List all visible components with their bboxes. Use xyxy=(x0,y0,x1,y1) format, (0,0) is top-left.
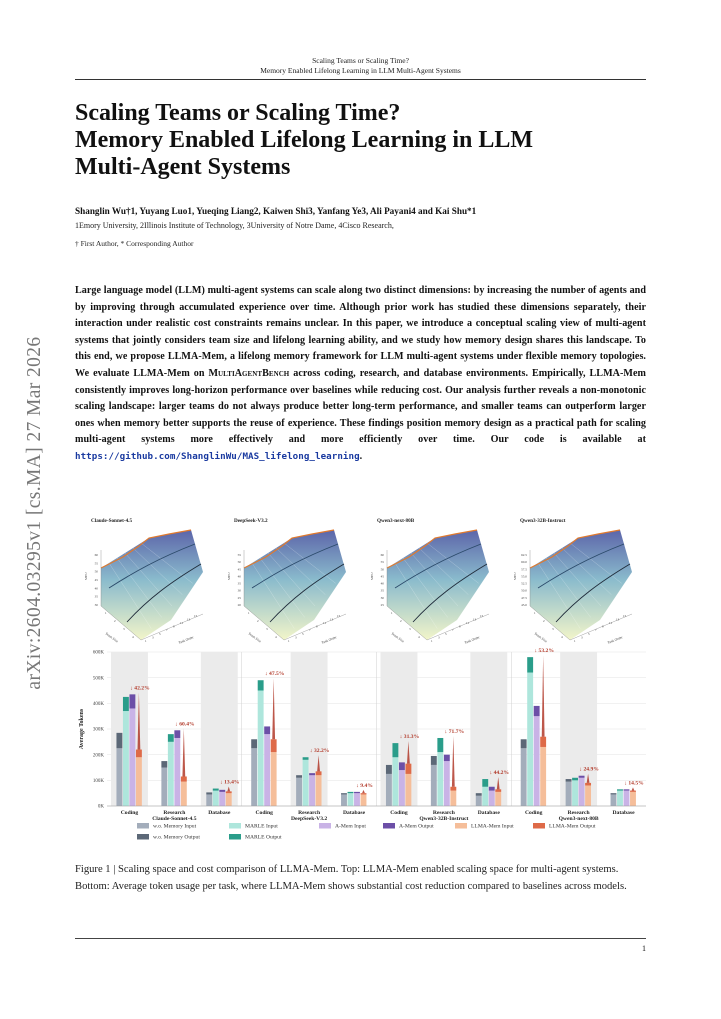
team-size-tick: 1 xyxy=(534,611,536,615)
marle-input-bar xyxy=(258,691,264,807)
task-order-label: Task Order xyxy=(606,635,624,645)
legend-label: MARLE Output xyxy=(245,834,282,841)
arxiv-stamp-text: arXiv:2604.03295v1 [cs.MA] 27 Mar 2026 xyxy=(24,336,45,690)
z-tick-label: 35 xyxy=(380,588,384,593)
task-order-tick: 11 xyxy=(466,621,470,625)
task-order-tick: 7 xyxy=(452,628,454,633)
marle-input-bar xyxy=(213,791,219,806)
task-order-tick: 11 xyxy=(180,621,184,625)
z-tick-label: 62.5 xyxy=(521,553,527,557)
z-tick-label: 45 xyxy=(237,567,241,572)
legend-swatch xyxy=(137,834,149,840)
amem-input-bar xyxy=(309,775,315,806)
z-tick-label: 50 xyxy=(237,560,241,565)
running-header-line2: Memory Enabled Lifelong Learning in LLM Multi-Agent Systems xyxy=(260,66,461,75)
wo-output-bar xyxy=(341,793,347,794)
wo-input-bar xyxy=(521,748,527,806)
team-size-tick: 2 xyxy=(257,619,259,623)
amem-input-bar xyxy=(489,791,495,806)
amem-input-bar xyxy=(399,770,405,806)
marle-output-bar xyxy=(482,779,488,787)
reduction-label: ↓ 42.2% xyxy=(130,685,150,692)
team-size-label: Team Size xyxy=(390,631,406,644)
footer-rule xyxy=(75,938,646,939)
reduction-label: ↓ 31.3% xyxy=(399,734,420,741)
wo-output-bar xyxy=(251,739,257,748)
team-size-tick: 1 xyxy=(248,611,250,615)
llma-output-bar xyxy=(181,776,187,781)
z-tick-label: 55 xyxy=(94,561,98,566)
llma-input-bar xyxy=(316,775,322,806)
z-axis-label: MEU xyxy=(227,572,231,580)
model-label: Qwen3-next-80B xyxy=(558,816,599,822)
y-tick-label: 500K xyxy=(92,676,104,682)
surface-title: Qwen3-32B-Instruct xyxy=(520,518,566,524)
task-order-tick: 3 xyxy=(295,635,297,640)
team-size-label: Team Size xyxy=(533,631,549,644)
wo-output-bar xyxy=(566,779,572,782)
task-order-tick: 15 xyxy=(623,613,627,618)
y-tick-label: 400K xyxy=(92,701,104,707)
paper-title xyxy=(75,100,655,181)
team-size-tick: 4 xyxy=(275,635,277,639)
task-order-label: Task Order xyxy=(320,635,338,645)
llma-output-bar xyxy=(361,793,367,794)
marle-input-bar xyxy=(348,793,354,806)
llma-input-bar xyxy=(181,782,187,806)
team-size-label: Team Size xyxy=(247,631,263,644)
abstract xyxy=(75,283,646,466)
surface-title: DeepSeek-V3.2 xyxy=(234,518,268,524)
amem-output-bar xyxy=(354,792,360,793)
wo-input-bar xyxy=(116,748,122,806)
abstract-text-1: Large language model (LLM) multi-agent systems can scale along two distinct dimensions: by increasing the number of agents and by improving through accumulated experience over time. Although prior work has studied these dimensions separately, their interaction under realistic cost constraints remains unclear. In this paper, we introduce a conceptual scaling view of multi-agent systems that jointly considers team size and lifelong learning ability, and we study how memory design shares this landscape. To this end, we propose LLMA-Mem, a lifelong memory framework for LLM multi-agent systems under flexible memory topologies. We evaluate LLMA-Mem on xyxy=(75,285,646,379)
task-label: Research xyxy=(432,810,455,816)
reduction-arrow xyxy=(542,655,545,737)
legend-label: A-Mem Input xyxy=(335,823,366,830)
amem-input-bar xyxy=(624,791,630,806)
author-list: Shanglin Wu†1, Yuyang Luo1, Yueqing Liang2, Kaiwen Shi3, Yanfang Ye3, Ali Payani4 and Kai Shu*1 xyxy=(75,206,477,216)
z-tick-label: 20 xyxy=(237,603,241,607)
reduction-arrow xyxy=(362,790,365,793)
z-tick-label: 60 xyxy=(380,553,384,557)
llma-output-bar xyxy=(540,737,546,747)
legend-label: w.o. Memory Input xyxy=(153,823,197,830)
amem-output-bar xyxy=(264,726,270,734)
task-label: Coding xyxy=(390,810,408,816)
marle-output-bar xyxy=(168,734,174,742)
running-header xyxy=(75,56,646,76)
marle-output-bar xyxy=(213,789,219,791)
surface-panel xyxy=(513,518,632,645)
z-tick-label: 40 xyxy=(237,574,241,579)
reduction-arrow xyxy=(452,736,455,787)
amem-output-bar xyxy=(534,706,540,716)
wo-input-bar xyxy=(476,796,482,806)
amem-output-bar xyxy=(174,730,180,738)
amem-output-bar xyxy=(444,755,450,761)
header-rule xyxy=(75,79,646,80)
marle-input-bar xyxy=(482,787,488,806)
z-tick-label: 35 xyxy=(94,594,98,599)
team-size-tick: 1 xyxy=(391,611,393,615)
amem-output-bar xyxy=(129,694,135,708)
task-label: Database xyxy=(208,810,231,816)
token-bar-chart xyxy=(79,648,646,822)
task-order-tick: 13 xyxy=(616,617,620,622)
surface-panel xyxy=(370,518,489,645)
z-tick-label: 35 xyxy=(237,581,241,586)
marle-input-bar xyxy=(123,711,129,806)
reduction-label: ↓ 24.9% xyxy=(579,766,599,773)
marle-input-bar xyxy=(303,760,309,806)
z-tick-label: 55 xyxy=(237,553,241,557)
task-label: Research xyxy=(567,810,590,816)
arxiv-stamp xyxy=(22,298,48,728)
task-label: Database xyxy=(612,810,635,816)
z-tick-label: 50 xyxy=(380,567,384,572)
llma-input-bar xyxy=(630,792,636,806)
marle-input-bar xyxy=(617,791,623,806)
team-size-tick: 3 xyxy=(123,627,125,631)
task-label: Research xyxy=(298,810,321,816)
z-tick-label: 57.5 xyxy=(521,567,527,572)
task-label: Research xyxy=(163,810,186,816)
amem-output-bar xyxy=(399,762,405,770)
legend-label: LLMA-Mem Output xyxy=(549,823,596,830)
llma-input-bar xyxy=(585,785,591,806)
wo-output-bar xyxy=(521,739,527,748)
amem-input-bar xyxy=(534,716,540,806)
task-order-tick: 9 xyxy=(602,624,604,629)
wo-input-bar xyxy=(341,794,347,806)
legend-swatch xyxy=(137,823,149,829)
wo-output-bar xyxy=(476,793,482,796)
z-tick-label: 52.5 xyxy=(521,581,527,586)
task-shading xyxy=(470,652,510,806)
task-order-label: Task Order xyxy=(463,635,481,645)
legend-label: w.o. Memory Output xyxy=(153,834,200,841)
z-tick-label: 60.0 xyxy=(521,560,527,565)
amem-output-bar xyxy=(219,790,225,792)
abstract-end: . xyxy=(359,450,363,462)
title-line-3: Multi-Agent Systems xyxy=(75,154,291,180)
z-tick-label: 30 xyxy=(380,595,384,600)
amem-input-bar xyxy=(219,792,225,806)
legend-swatch xyxy=(455,823,467,829)
legend-swatch xyxy=(383,823,395,829)
team-size-tick: 2 xyxy=(543,619,545,623)
scaling-surfaces xyxy=(84,518,632,645)
team-size-tick: 3 xyxy=(266,627,268,631)
wo-input-bar xyxy=(296,778,302,806)
reduction-label: ↓ 44.2% xyxy=(489,770,510,777)
legend-swatch xyxy=(229,834,241,840)
wo-input-bar xyxy=(386,774,392,806)
reduction-label: ↓ 47.5% xyxy=(264,671,285,678)
reduction-arrow xyxy=(182,728,185,776)
y-tick-label: 100K xyxy=(92,778,104,784)
z-tick-label: 40 xyxy=(94,586,98,591)
z-axis-label: MEU xyxy=(513,572,517,580)
marle-output-bar xyxy=(572,778,578,781)
legend-label: MARLE Input xyxy=(245,823,278,830)
amem-input-bar xyxy=(579,778,585,806)
y-tick-label: 200K xyxy=(92,753,104,759)
amem-output-bar xyxy=(624,789,630,790)
task-order-label: Task Order xyxy=(177,635,195,645)
task-order-tick: 5 xyxy=(302,631,304,636)
llma-input-bar xyxy=(450,791,456,806)
legend-label: LLMA-Mem Input xyxy=(471,823,514,830)
reduction-arrow xyxy=(632,787,635,790)
team-size-tick: 4 xyxy=(561,635,563,639)
z-tick-label: 47.5 xyxy=(521,595,527,600)
model-label: DeepSeek-V3.2 xyxy=(291,816,328,822)
task-order-tick: 11 xyxy=(609,621,613,625)
y-tick-label: 600K xyxy=(92,650,104,656)
wo-output-bar xyxy=(206,792,212,794)
z-tick-label: 40 xyxy=(380,581,384,586)
z-tick-label: 45 xyxy=(380,574,384,579)
z-tick-label: 50 xyxy=(94,569,98,574)
task-order-tick: 7 xyxy=(595,628,597,633)
model-label: Qwen3-32B-Instruct xyxy=(419,816,469,822)
y-axis-label: Average Tokens xyxy=(79,708,85,750)
z-axis-label: MEU xyxy=(84,572,88,580)
legend-swatch xyxy=(319,823,331,829)
figure-caption: Figure 1 | Scaling space and cost comparison of LLMA-Mem. Top: LLMA-Mem enabled scaling space for multi-agent systems. Bottom: Average token usage per task, where LLMA-Mem shows substantial cost reduction compared to baselines across models. xyxy=(75,864,627,892)
task-order-tick: 3 xyxy=(152,635,154,640)
z-tick-label: 60 xyxy=(94,553,98,557)
amem-input-bar xyxy=(264,734,270,806)
task-order-tick: 9 xyxy=(316,624,318,629)
z-tick-label: 30 xyxy=(237,588,241,593)
team-size-tick: 2 xyxy=(114,619,116,623)
marle-output-bar xyxy=(392,743,398,757)
running-header-line1: Scaling Teams or Scaling Time? xyxy=(312,56,409,65)
surface-panel xyxy=(84,518,203,645)
z-tick-label: 55 xyxy=(380,560,384,565)
z-tick-label: 45 xyxy=(94,578,98,582)
reduction-label: ↓ 60.4% xyxy=(175,721,195,728)
chart-legend xyxy=(137,823,596,841)
title-line-2: Memory Enabled Lifelong Learning in LLM xyxy=(75,127,534,153)
task-order-tick: 13 xyxy=(330,617,334,622)
llma-input-bar xyxy=(405,774,411,806)
wo-output-bar xyxy=(611,793,617,794)
task-label: Coding xyxy=(255,810,273,816)
llma-output-bar xyxy=(495,789,501,792)
llma-output-bar xyxy=(316,771,322,775)
marle-input-bar xyxy=(572,780,578,806)
affiliations: 1Emory University, 2Illinois Institute of Technology, 3University of Notre Dame, 4Cisco Research, xyxy=(75,221,394,230)
code-link[interactable]: https://github.com/ShanglinWu/MAS_lifelong_learning xyxy=(75,450,360,462)
llma-output-bar xyxy=(450,787,456,791)
task-order-tick: 13 xyxy=(187,617,191,622)
amem-input-bar xyxy=(174,738,180,806)
z-tick-label: 25 xyxy=(380,603,384,607)
llma-output-bar xyxy=(226,791,232,793)
team-size-tick: 1 xyxy=(105,611,107,615)
task-order-tick: 3 xyxy=(581,635,583,640)
y-tick-label: 300K xyxy=(92,727,104,733)
llma-output-bar xyxy=(585,783,591,786)
z-tick-label: 25 xyxy=(237,595,241,600)
benchmark-name: MultiAgentBench xyxy=(208,367,290,379)
marle-input-bar xyxy=(392,757,398,806)
z-axis-label: MEU xyxy=(370,572,374,580)
z-tick-label: 50.0 xyxy=(521,588,527,593)
wo-output-bar xyxy=(431,756,437,765)
task-order-tick: 1 xyxy=(288,639,290,643)
task-order-tick: 3 xyxy=(438,635,440,640)
figure-1 xyxy=(75,510,650,852)
llma-output-bar xyxy=(630,791,636,792)
llma-input-bar xyxy=(540,747,546,806)
task-order-tick: 15 xyxy=(194,613,198,618)
wo-input-bar xyxy=(431,765,437,806)
task-order-tick: 5 xyxy=(445,631,447,636)
task-order-tick: 11 xyxy=(323,621,327,625)
task-order-tick: 1 xyxy=(431,639,433,643)
team-size-tick: 4 xyxy=(132,635,134,639)
surface-panel xyxy=(227,518,346,645)
abstract-text-2: across coding, research, and database environments. Empirically, LLMA-Mem consistently improves long-horizon performance over baselines while reducing cost. Our analysis further reveals a non-monotonic scaling landscape: larger teams do not always produce better long-term performance, and smaller teams can outperform larger ones when memory better supports the reuse of experience. These findings position memory design as a practical path for scaling multi-agent systems more effectively and more efficiently over time. Our code is available at xyxy=(75,367,646,446)
wo-input-bar xyxy=(161,768,167,807)
wo-output-bar xyxy=(161,761,167,767)
team-size-tick: 2 xyxy=(400,619,402,623)
task-order-tick: 5 xyxy=(588,631,590,636)
task-order-tick: 15 xyxy=(337,613,341,618)
task-order-tick: 9 xyxy=(459,624,461,629)
team-size-label: Team Size xyxy=(104,631,120,644)
task-order-tick: 7 xyxy=(166,628,168,633)
llma-output-bar xyxy=(405,764,411,774)
task-label: Database xyxy=(477,810,500,816)
task-order-tick: 9 xyxy=(173,624,175,629)
page-number: 1 xyxy=(642,944,646,953)
marle-output-bar xyxy=(437,738,443,752)
amem-input-bar xyxy=(444,761,450,806)
amem-output-bar xyxy=(489,787,495,791)
model-label: Claude-Sonnet-4.5 xyxy=(152,816,197,822)
z-tick-label: 30 xyxy=(94,603,98,607)
author-footnote: † First Author, * Corresponding Author xyxy=(75,239,194,248)
task-label: Coding xyxy=(120,810,139,816)
z-tick-label: 45.0 xyxy=(521,603,527,607)
marle-output-bar xyxy=(527,657,533,672)
llma-output-bar xyxy=(271,739,277,752)
llma-input-bar xyxy=(271,752,277,806)
wo-output-bar xyxy=(386,765,392,774)
task-label: Coding xyxy=(524,810,543,816)
marle-output-bar xyxy=(258,680,264,690)
amem-input-bar xyxy=(354,793,360,806)
amem-output-bar xyxy=(579,776,585,778)
llma-output-bar xyxy=(136,750,142,758)
marle-output-bar xyxy=(617,789,623,790)
reduction-label: ↓ 9.4% xyxy=(356,782,373,789)
task-order-tick: 13 xyxy=(473,617,477,622)
y-tick-label: 0K xyxy=(97,804,104,810)
surface-title: Claude-Sonnet-4.5 xyxy=(91,518,133,524)
marle-output-bar xyxy=(303,757,309,760)
wo-input-bar xyxy=(206,794,212,806)
surface-title: Qwen3-next-80B xyxy=(377,518,415,524)
legend-swatch xyxy=(229,823,241,829)
marle-input-bar xyxy=(168,742,174,806)
team-size-tick: 3 xyxy=(552,627,554,631)
wo-output-bar xyxy=(116,733,122,748)
task-order-tick: 1 xyxy=(145,639,147,643)
legend-swatch xyxy=(533,823,545,829)
reduction-label: ↓ 14.5% xyxy=(624,780,644,787)
marle-input-bar xyxy=(437,752,443,806)
z-tick-label: 55.0 xyxy=(521,574,527,579)
marle-input-bar xyxy=(527,673,533,806)
reduction-arrow xyxy=(272,678,275,739)
wo-input-bar xyxy=(566,782,572,806)
task-label: Database xyxy=(343,810,366,816)
team-size-tick: 3 xyxy=(409,627,411,631)
marle-output-bar xyxy=(123,697,129,711)
reduction-label: ↓ 53.2% xyxy=(534,648,554,655)
task-order-tick: 15 xyxy=(480,613,484,618)
llma-input-bar xyxy=(361,794,367,806)
wo-input-bar xyxy=(251,748,257,806)
task-order-tick: 7 xyxy=(309,628,311,633)
llma-input-bar xyxy=(226,793,232,806)
marle-output-bar xyxy=(348,792,354,793)
task-order-tick: 1 xyxy=(574,639,576,643)
amem-input-bar xyxy=(129,708,135,806)
reduction-label: ↓ 32.2% xyxy=(309,748,330,755)
reduction-label: ↓ 13.4% xyxy=(219,779,240,786)
llma-input-bar xyxy=(136,757,142,806)
llma-input-bar xyxy=(495,792,501,806)
wo-input-bar xyxy=(611,794,617,806)
amem-output-bar xyxy=(309,773,315,775)
task-order-tick: 5 xyxy=(159,631,161,636)
team-size-tick: 4 xyxy=(418,635,420,639)
reduction-label: ↓ 71.7% xyxy=(444,728,465,735)
wo-output-bar xyxy=(296,775,302,778)
legend-label: A-Mem Output xyxy=(399,823,434,830)
title-line-1: Scaling Teams or Scaling Time? xyxy=(75,100,401,126)
